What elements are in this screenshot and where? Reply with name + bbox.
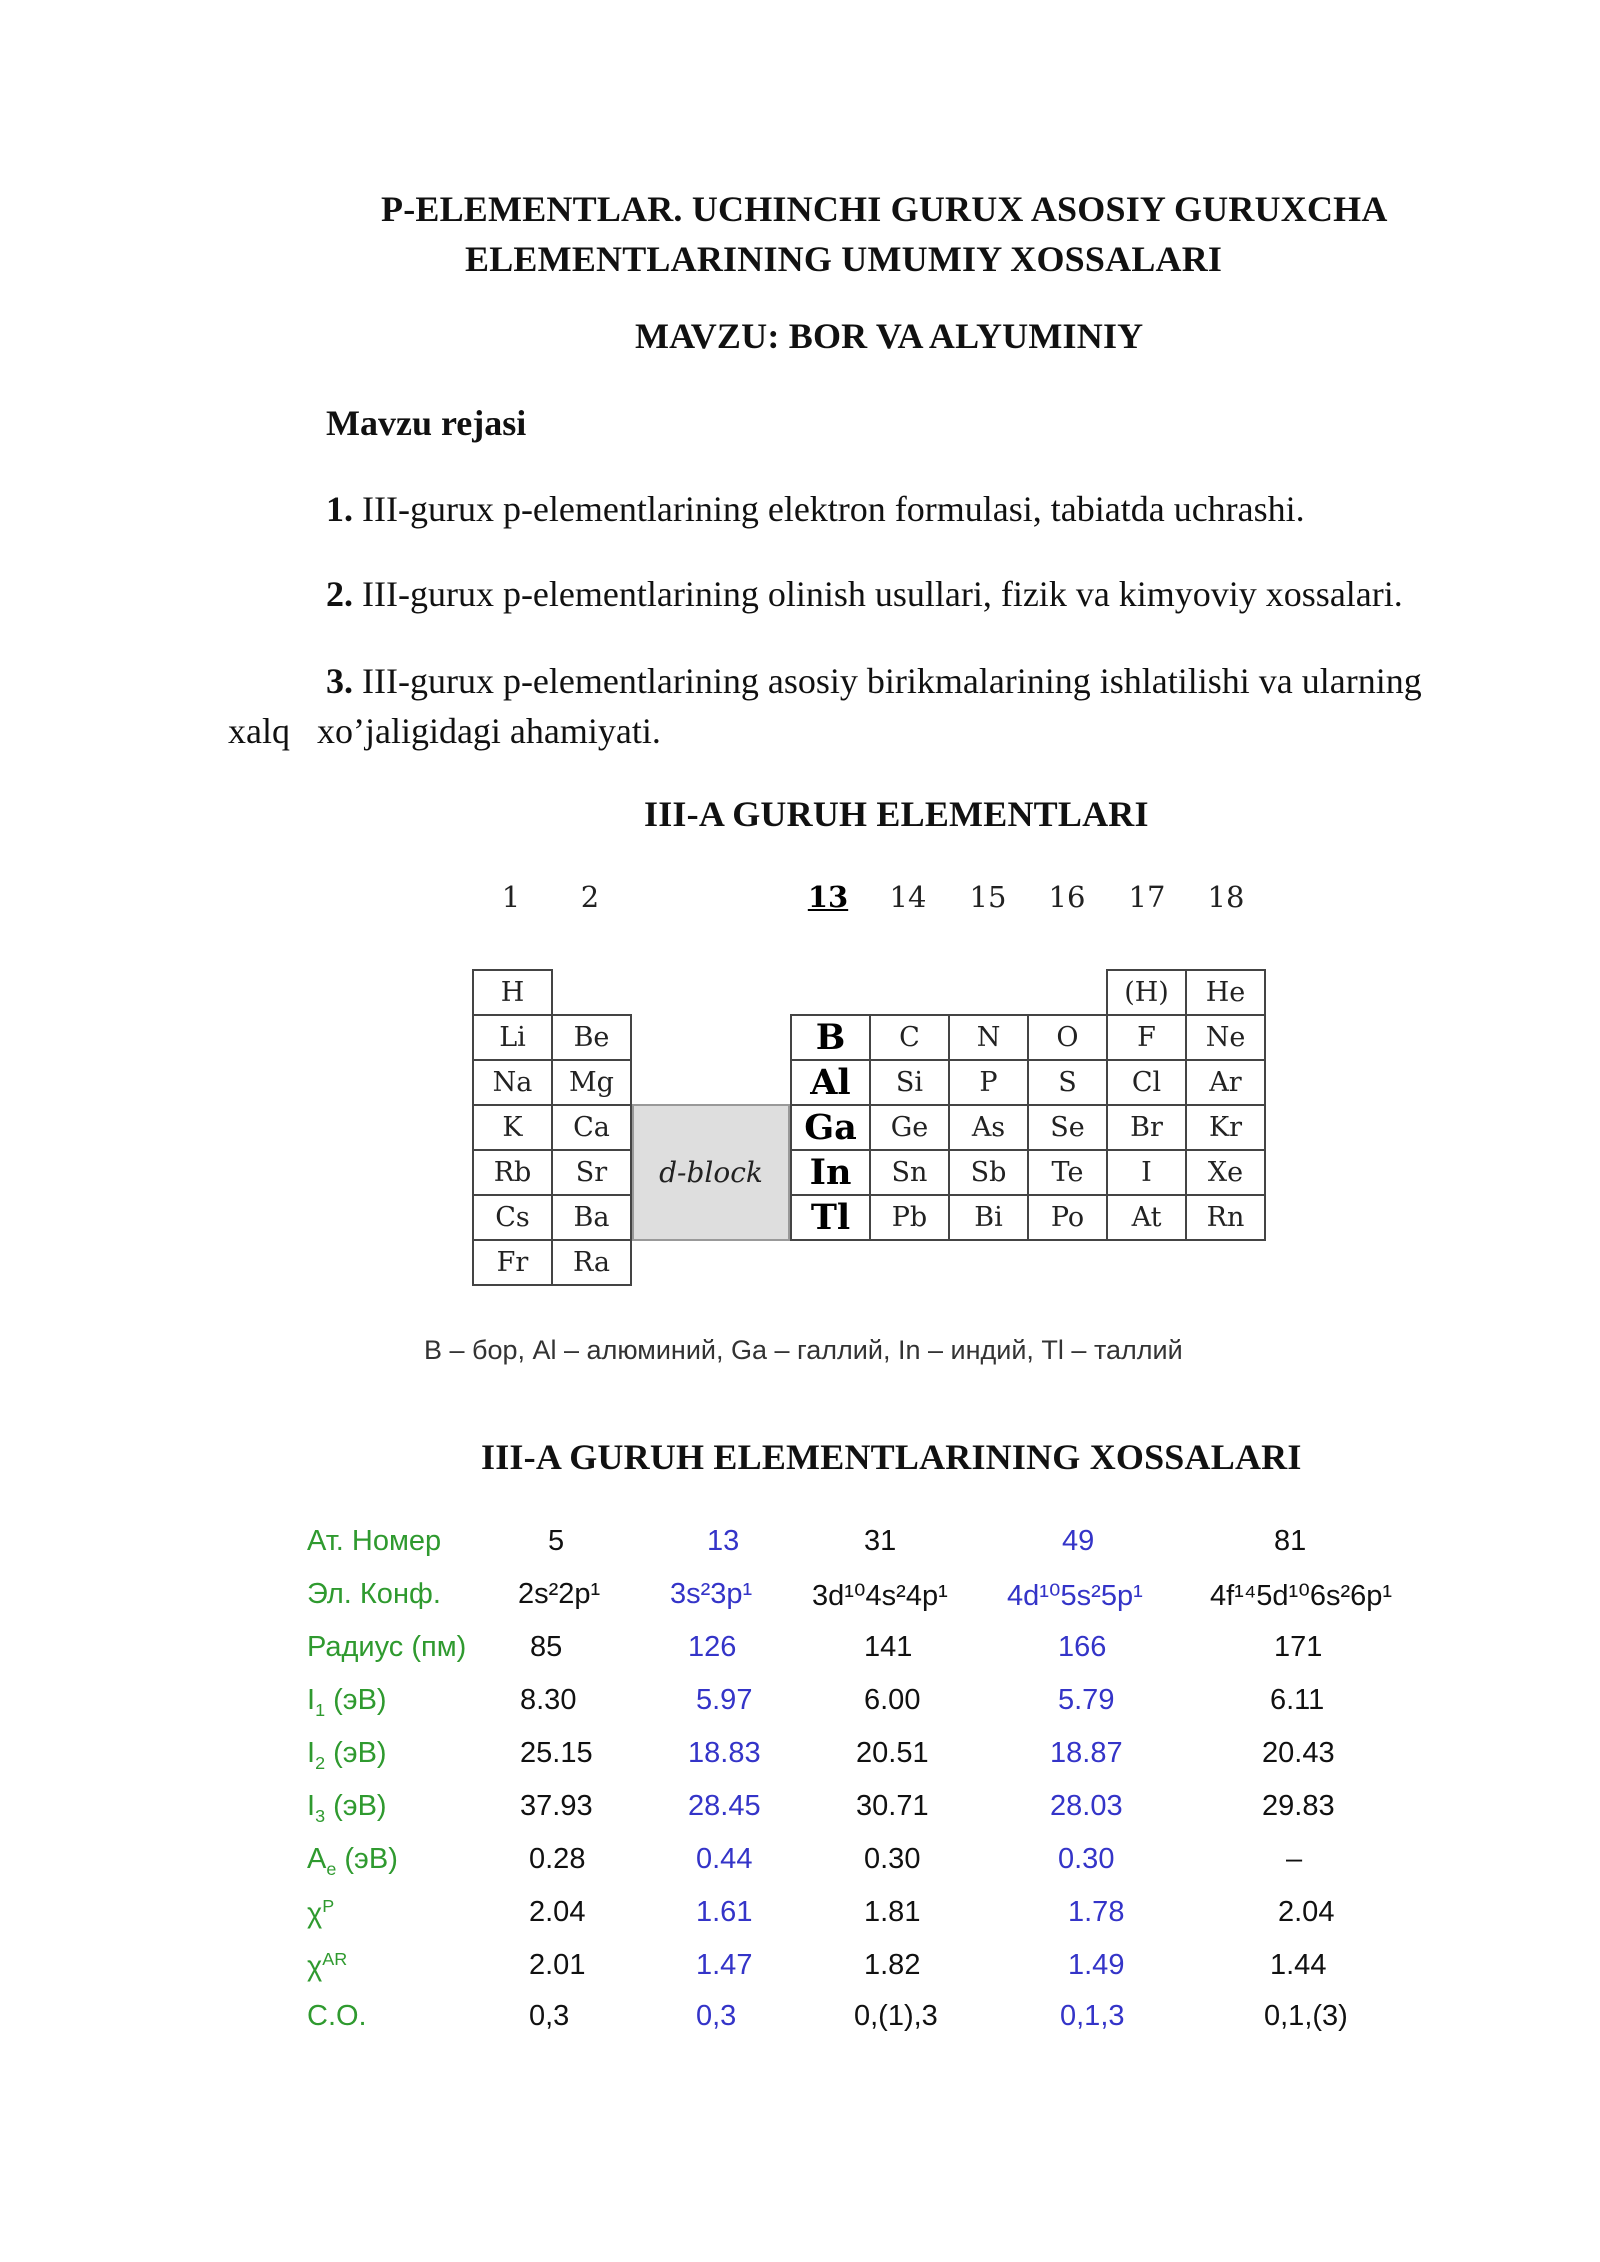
plan-item-3-continuation: xalq xo’jaligidagi ahamiyati.: [228, 711, 661, 751]
value-cell-highlight: 4d¹⁰5s²5p¹: [1007, 1580, 1143, 1612]
value-cell: 0.28: [529, 1843, 586, 1875]
plan-item-2: [326, 573, 1403, 615]
value-cell: 20.51: [856, 1737, 929, 1769]
plan-item-2-text: III-gurux p-elementlarining olinish usullari, fizik va kimyoviy xossalari.: [353, 574, 1403, 614]
group-number: 14: [889, 880, 927, 914]
element-cell: As: [948, 1104, 1029, 1151]
element-names-caption: B – бор, Al – алюминий, Ga – галлий, In – индий, Tl – таллий: [424, 1335, 1183, 1365]
plan-item-1-text: III-gurux p-elementlarining elektron formulasi, tabiatda uchrashi.: [353, 489, 1305, 529]
group-number: 1: [501, 880, 521, 914]
element-cell: K: [472, 1104, 553, 1151]
value-cell: 2.04: [1278, 1896, 1335, 1928]
element-cell: Cs: [472, 1194, 553, 1241]
element-cell-boron: B: [790, 1014, 871, 1061]
group-number: 2: [580, 880, 600, 914]
plan-heading: Mavzu rejasi: [326, 403, 527, 443]
section-heading-elements: III-A GURUH ELEMENTLARI: [644, 794, 1149, 834]
value-cell: 0.30: [864, 1843, 921, 1875]
value-cell-highlight: 166: [1058, 1631, 1107, 1663]
value-cell: 25.15: [520, 1737, 593, 1769]
element-cell: N: [948, 1014, 1029, 1061]
property-label: Радиус (пм): [307, 1631, 467, 1663]
plan-item-1: [326, 488, 1305, 530]
value-cell-highlight: 18.87: [1050, 1737, 1123, 1769]
value-cell-highlight: 28.45: [688, 1790, 761, 1822]
element-cell: Be: [551, 1014, 632, 1061]
value-cell: 0,1,(3): [1264, 2000, 1348, 2032]
value-cell: 1.82: [864, 1949, 921, 1981]
element-cell: C: [869, 1014, 950, 1061]
value-cell: 2s²2p¹: [518, 1578, 601, 1610]
element-cell: H: [472, 969, 553, 1016]
element-cell-gallium: Ga: [790, 1104, 871, 1151]
value-cell-highlight: 18.83: [688, 1737, 761, 1769]
element-cell: Po: [1027, 1194, 1108, 1241]
property-label-i2: $I_2$ (эВ): [307, 1737, 387, 1773]
topic-heading: MAVZU: BOR VA ALYUMINIY: [635, 316, 1144, 356]
value-cell-highlight: 126: [688, 1631, 737, 1663]
element-cell: P: [948, 1059, 1029, 1106]
element-cell-thallium: Tl: [790, 1194, 871, 1241]
value-cell: 30.71: [856, 1790, 929, 1822]
value-cell: 0,3: [529, 2000, 570, 2032]
value-cell: 141: [864, 1631, 913, 1663]
property-label-ae: $A_e$ (эВ): [307, 1843, 398, 1879]
element-cell: Kr: [1185, 1104, 1266, 1151]
element-cell: Sb: [948, 1149, 1029, 1196]
value-cell: 8.30: [520, 1684, 577, 1716]
element-cell: Sn: [869, 1149, 950, 1196]
element-cell: Mg: [551, 1059, 632, 1106]
value-cell-highlight: 13: [707, 1525, 740, 1557]
value-cell-highlight: 5.97: [696, 1684, 753, 1716]
value-cell: 6.00: [864, 1684, 921, 1716]
d-block: [632, 1104, 790, 1241]
value-cell-highlight: 1.78: [1068, 1896, 1125, 1928]
element-cell: (H): [1106, 969, 1187, 1016]
element-cell: I: [1106, 1149, 1187, 1196]
value-cell-highlight: 5.79: [1058, 1684, 1115, 1716]
element-cell: Sr: [551, 1149, 632, 1196]
group-number: 16: [1048, 880, 1086, 914]
element-cell: Rb: [472, 1149, 553, 1196]
value-cell: 4f¹⁴5d¹⁰6s²6p¹: [1210, 1580, 1393, 1612]
element-cell-aluminium: Al: [790, 1059, 871, 1106]
element-cell: F: [1106, 1014, 1187, 1061]
value-cell-highlight: 0.30: [1058, 1843, 1115, 1875]
value-cell: 2.04: [529, 1896, 586, 1928]
element-cell: S: [1027, 1059, 1108, 1106]
element-cell: Cl: [1106, 1059, 1187, 1106]
element-cell: Ra: [551, 1239, 632, 1286]
element-cell: Bi: [948, 1194, 1029, 1241]
title-line-1: P-ELEMENTLAR. UCHINCHI GURUX ASOSIY GURUXCHA: [381, 189, 1388, 229]
value-cell-highlight: 0,3: [696, 2000, 737, 2032]
value-cell-highlight: 28.03: [1050, 1790, 1123, 1822]
element-cell: Ca: [551, 1104, 632, 1151]
value-cell: –: [1286, 1843, 1303, 1875]
title-line-2: ELEMENTLARINING UMUMIY XOSSALARI: [465, 239, 1223, 279]
value-cell: 2.01: [529, 1949, 586, 1981]
property-label-i1: $I_1$ (эВ): [307, 1684, 387, 1720]
value-cell-highlight: 3s²3p¹: [670, 1578, 753, 1610]
element-cell: Li: [472, 1014, 553, 1061]
element-cell: Te: [1027, 1149, 1108, 1196]
element-cell: Ne: [1185, 1014, 1266, 1061]
element-cell: At: [1106, 1194, 1187, 1241]
element-cell: Pb: [869, 1194, 950, 1241]
value-cell: 85: [530, 1631, 563, 1663]
value-cell: 31: [864, 1525, 897, 1557]
group-number-13: 13: [807, 880, 849, 914]
d-block-label: d-block: [659, 1156, 763, 1189]
value-cell: 29.83: [1262, 1790, 1335, 1822]
value-cell: 6.11: [1270, 1684, 1325, 1716]
plan-item-1-num: 1.: [326, 489, 353, 529]
section-heading-properties: III-A GURUH ELEMENTLARINING XOSSALARI: [481, 1437, 1302, 1477]
element-cell: Fr: [472, 1239, 553, 1286]
element-cell: Br: [1106, 1104, 1187, 1151]
value-cell: 1.81: [864, 1896, 921, 1928]
group-number: 17: [1128, 880, 1166, 914]
element-cell: He: [1185, 969, 1266, 1016]
value-cell-highlight: 0.44: [696, 1843, 753, 1875]
value-cell-highlight: 1.61: [696, 1896, 753, 1928]
group-number: 18: [1207, 880, 1245, 914]
property-label: С.О.: [307, 2000, 367, 2032]
value-cell: 171: [1274, 1631, 1323, 1663]
element-cell: Si: [869, 1059, 950, 1106]
property-label-chi-ar: $\chi^{AR}$: [307, 1949, 348, 1983]
element-cell: Ar: [1185, 1059, 1266, 1106]
element-cell: Ba: [551, 1194, 632, 1241]
element-cell: Rn: [1185, 1194, 1266, 1241]
value-cell: 37.93: [520, 1790, 593, 1822]
value-cell: 0,(1),3: [854, 2000, 938, 2032]
property-label: Эл. Конф.: [307, 1578, 441, 1610]
element-cell: Ge: [869, 1104, 950, 1151]
property-label: Ат. Номер: [307, 1525, 442, 1557]
plan-item-3-num: 3.: [326, 661, 353, 701]
value-cell: 5: [548, 1525, 565, 1557]
value-cell-highlight: 1.49: [1068, 1949, 1125, 1981]
element-cell-indium: In: [790, 1149, 871, 1196]
value-cell: 1.44: [1270, 1949, 1327, 1981]
plan-item-3-text: III-gurux p-elementlarining asosiy birikmalarining ishlatilishi va ularning: [353, 661, 1422, 701]
value-cell: 3d¹⁰4s²4p¹: [812, 1580, 948, 1612]
plan-item-3: [326, 660, 1422, 702]
value-cell-highlight: 1.47: [696, 1949, 753, 1981]
property-label-i3: $I_3$ (эВ): [307, 1790, 387, 1826]
value-cell-highlight: 0,1,3: [1060, 2000, 1125, 2032]
value-cell-highlight: 49: [1062, 1525, 1095, 1557]
element-cell: O: [1027, 1014, 1108, 1061]
property-label-chi-p: $\chi^P$: [307, 1896, 335, 1930]
element-cell: Na: [472, 1059, 553, 1106]
element-cell: Se: [1027, 1104, 1108, 1151]
value-cell: 20.43: [1262, 1737, 1335, 1769]
group-number: 15: [969, 880, 1007, 914]
element-cell: Xe: [1185, 1149, 1266, 1196]
value-cell: 81: [1274, 1525, 1307, 1557]
plan-item-2-num: 2.: [326, 574, 353, 614]
